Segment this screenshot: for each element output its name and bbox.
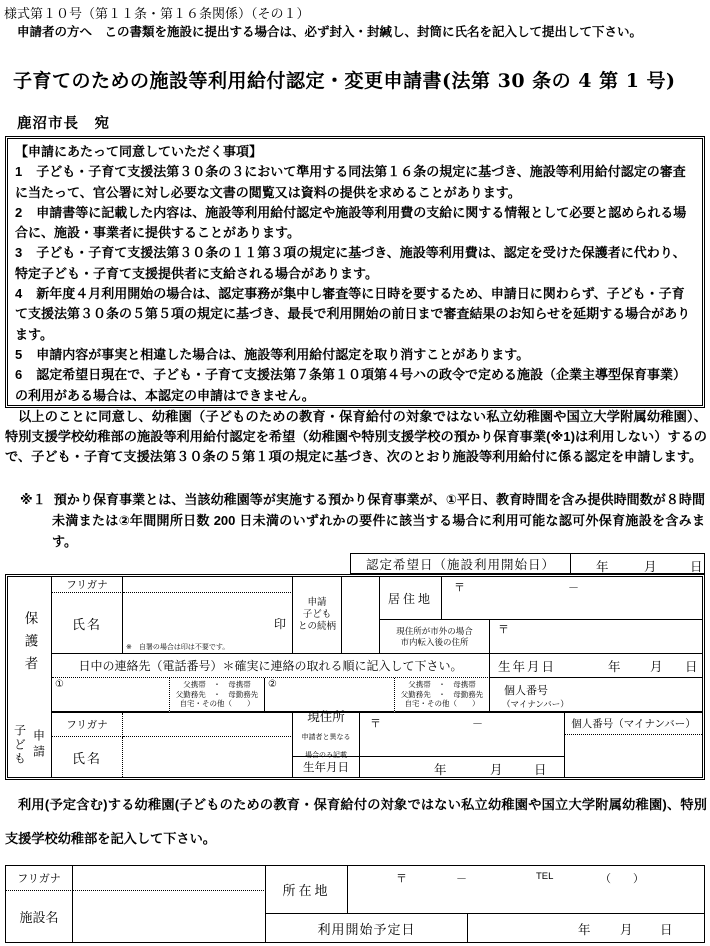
phone1-number: ① <box>55 679 64 690</box>
child-mynumber-input[interactable] <box>565 713 702 777</box>
consent-item-4: 4 新年度４月利用開始の場合は、認定事務が集中し審査等に日時を要するため、申請日に関わらず、子ども・子育て支援法第３０条の５第５項の規定に基づき、最長で利用開始の前日まで審査結果のお知らせを延期する場合があります。 <box>15 286 691 342</box>
moved-address-label: 現住所が市外の場合 市内転入後の住所 <box>380 620 490 654</box>
year-unit: 年 <box>434 763 447 777</box>
child-name-label: 氏名 <box>52 737 123 777</box>
child-name-input[interactable] <box>123 737 293 777</box>
facility-furigana-label: フリガナ <box>6 866 73 891</box>
birthdate-label: 生年月日 <box>498 660 557 674</box>
postal-dash: － <box>568 582 579 594</box>
desired-date-label: 認定希望日（施設利用開始日） <box>351 554 571 573</box>
relation-input[interactable] <box>342 577 380 654</box>
phone2-options: 父携帯 ・ 母携帯 父勤務先 ・ 母勤務先 自宅・その他（ ） <box>395 678 490 713</box>
consent-item-3: 3 子ども・子育て支援法第３０条の１１第３項の規定に基づき、施設等利用費は、認定を受けた保護者に代わり、特定子ども・子育て支援提供者に支給される場合があります。 <box>15 245 686 281</box>
phone1-options: 父携帯 ・ 母携帯 父勤務先 ・ 母勤務先 自宅・その他（ ） <box>170 678 265 713</box>
postal-dash: － <box>472 718 483 730</box>
phone2-number: ② <box>268 679 277 690</box>
residence-label: 居住地 <box>380 577 442 620</box>
year-unit: 年 <box>608 660 621 674</box>
facility-name-input[interactable] <box>73 891 266 942</box>
consent-item-2: 2 申請書等に記載した内容は、施設等利用給付認定や施設等利用費の支給に関する情報として必要と認められる場合に、施設・事業者に提供することがあります。 <box>15 204 687 241</box>
child-section-header: 子ども 申請 <box>8 713 52 777</box>
child-address-label: 現住所 申請者と異なる 場合のみ記載 <box>293 713 360 757</box>
guardian-section-header: 保護者 <box>8 577 52 713</box>
form-number-line: 様式第１０号（第１１条・第１６条関係）（その１） <box>4 7 310 22</box>
day-unit: 日 <box>534 763 547 777</box>
relation-label: 申請 子ども との続柄 <box>293 577 342 654</box>
facility-furigana-input[interactable] <box>73 866 266 891</box>
facility-startdate-input[interactable] <box>468 914 704 942</box>
guardian-furigana-input[interactable] <box>123 577 293 593</box>
facility-name-label: 施設名 <box>6 891 73 942</box>
daytime-contact-label: 日中の連絡先（電話番号）＊確実に連絡の取れる順に記入して下さい。 <box>52 654 490 678</box>
year-unit: 年 <box>596 560 609 574</box>
guardian-name-label: 氏名 <box>52 593 123 654</box>
postal-dash: － <box>456 873 467 885</box>
consent-item-6: 6 認定希望日現在で、子ども・子育て支援法第７条第１０項第４号ハの政令で定める施設（企業主導型保育事業）の利用がある場合は、本認定の申請はできません。 <box>15 367 686 403</box>
moved-address-input[interactable] <box>490 620 702 654</box>
child-address-input[interactable] <box>360 713 565 757</box>
addressee: 鹿沼市長 宛 <box>17 116 110 132</box>
guardian-name-input[interactable] <box>123 593 293 654</box>
month-unit: 月 <box>650 660 663 674</box>
seal-mark: 印 <box>273 617 286 631</box>
facility-location-label: 所在地 <box>266 866 348 914</box>
footnote-1: ※１ 預かり保育事業とは、当該幼稚園等が実施する預かり保育事業が、①平日、教育時間を含み提供時間数が８時間未満または②年間開所日数 200 日未満のいずれかの要件に該当する場合に利用可能な認可外保育施設を含みます。 <box>20 492 706 549</box>
postal-mark: 〒 <box>396 873 407 885</box>
child-furigana-input[interactable] <box>123 713 293 737</box>
postal-mark: 〒 <box>370 718 381 730</box>
mynumber-label: 個人番号 <box>504 685 548 697</box>
facility-startdate-label: 利用開始予定日 <box>266 914 468 942</box>
mynumber-sublabel: （マイナンバー） <box>502 699 569 709</box>
month-unit: 月 <box>620 923 633 937</box>
child-mynumber-label: 個人番号（マイナンバー） <box>565 713 702 735</box>
consent-item-5: 5 申請内容が事実と相違した場合は、施設等利用給付認定を取り消すことがあります。 <box>15 346 530 362</box>
desired-date-row <box>350 553 705 574</box>
postal-mark: 〒 <box>498 624 509 636</box>
child-birthdate-label: 生年月日 <box>293 757 360 777</box>
day-unit: 日 <box>660 923 673 937</box>
guardian-birthdate-input[interactable] <box>490 654 702 678</box>
residence-input[interactable] <box>442 577 702 620</box>
consent-item-1: 1 子ども・子育て支援法第３０条の３において準用する同法第１６条の規定に基づき、施設等利用給付認定の審査に当たって、官公署に対し必要な文書の閲覧又は資料の提供を求めることがあります。 <box>15 164 686 200</box>
day-unit: 日 <box>690 560 703 574</box>
form-title: 子育てのための施設等利用給付認定・変更申請書(法第 30 条の 4 第 1 号) <box>13 70 676 92</box>
facility-instruction: 利用(予定含む)する幼稚園(子どものための教育・保育給付の対象ではない私立幼稚園や国立大学附属幼稚園)、特別支援学校幼稚部を記入して下さい。 <box>5 797 707 846</box>
postal-mark: 〒 <box>454 582 465 594</box>
application-table-body <box>5 574 705 780</box>
year-unit: 年 <box>578 923 591 937</box>
tel-paren: （ ） <box>600 873 644 885</box>
applicant-notice: 申請者の方へ この書類を施設に提出する場合は、必ず封入・封緘し、封筒に氏名を記入して提出して下さい。 <box>17 25 643 39</box>
month-unit: 月 <box>644 560 657 574</box>
consent-heading: 【申請にあたって同意していただく事項】 <box>15 144 263 159</box>
guardian-furigana-label: フリガナ <box>52 577 123 593</box>
day-unit: 日 <box>685 660 698 674</box>
month-unit: 月 <box>490 763 503 777</box>
consent-box <box>5 136 705 408</box>
child-furigana-label: フリガナ <box>52 713 123 737</box>
guardian-mynumber-input[interactable] <box>490 678 702 713</box>
application-table <box>5 553 705 780</box>
facility-location-input[interactable] <box>348 866 704 914</box>
seal-note: ※ 自署の場合は印は不要です。 <box>126 643 230 651</box>
phone1-input[interactable] <box>52 678 170 713</box>
facility-table <box>5 865 705 943</box>
desired-date-input[interactable] <box>571 554 704 573</box>
tel-label: TEL <box>536 871 554 882</box>
child-birthdate-input[interactable] <box>360 757 565 777</box>
agreement-paragraph: 以上のことに同意し、幼稚園（子どものための教育・保育給付の対象ではない私立幼稚園や国立大学附属幼稚園）、特別支援学校幼稚部の施設等利用給付認定を希望（幼稚園や特別支援学校の預かり保育事業(※1)は利用しない）するので、子ども・子育て支援法第３０条の５第１項の規定に基づき、次のとおり施設等利用給付に係る認定を申請します。 <box>5 409 707 464</box>
